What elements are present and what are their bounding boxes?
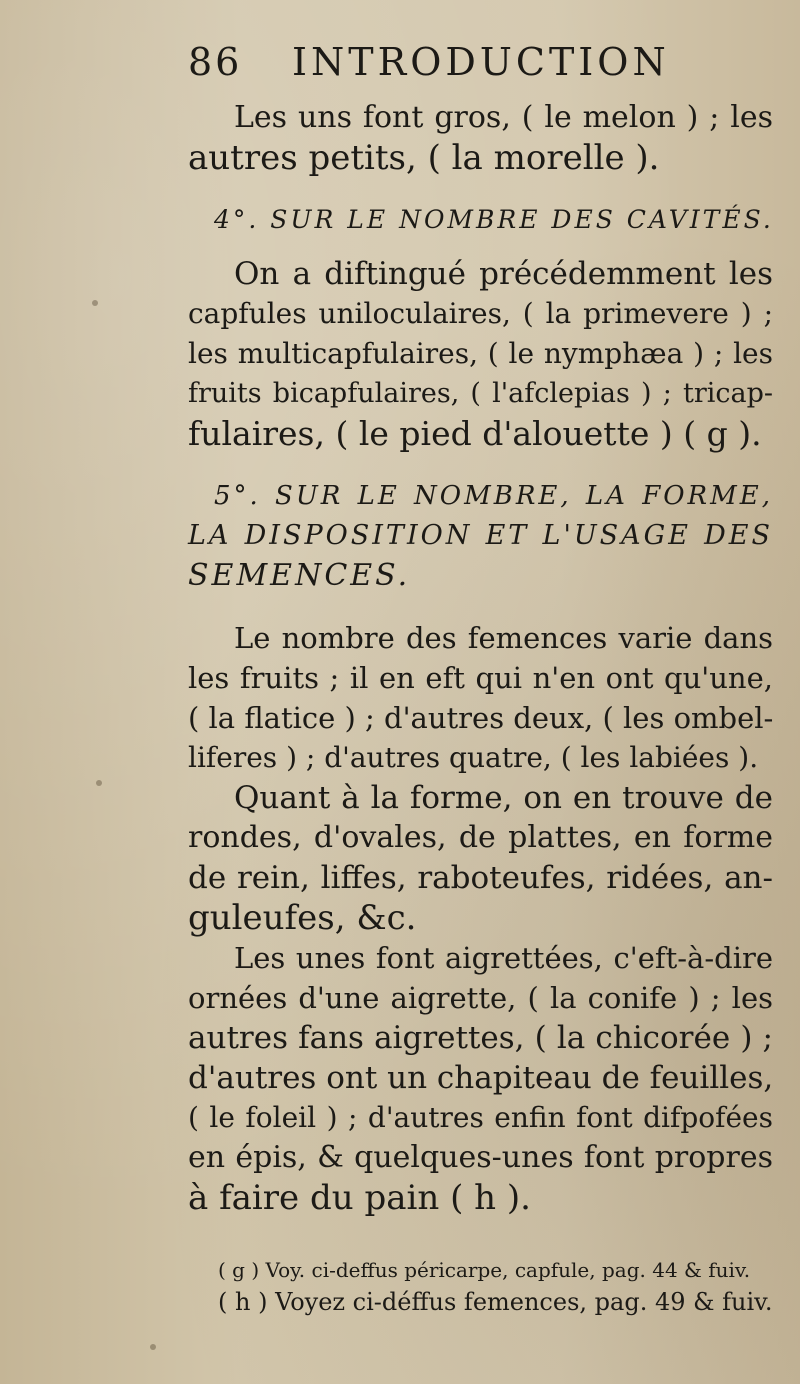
text-line: guleufes, &c. bbox=[188, 898, 417, 938]
text-line: de rein, liffes, raboteufes, ridées, an- bbox=[188, 860, 773, 896]
text-line: à faire du pain ( h ). bbox=[188, 1178, 531, 1218]
text-line: rondes, d'ovales, de plattes, en forme bbox=[188, 820, 773, 855]
section-heading-cavities: 4°. SUR LE NOMBRE DES CAVITÉS. bbox=[214, 205, 774, 234]
paper-stain bbox=[92, 300, 98, 306]
text-line: autres fans aigrettes, ( la chicorée ) ; bbox=[188, 1020, 773, 1056]
text-line: Les uns font gros, ( le melon ) ; les bbox=[234, 100, 773, 135]
footnote-h: ( h ) Voyez ci-déffus femences, pag. 49 & fuiv. bbox=[218, 1288, 773, 1316]
running-head-title: INTRODUCTION bbox=[292, 40, 670, 84]
text-line: Les unes font aigrettées, c'eft-à-dire bbox=[234, 941, 773, 975]
text-line: Le nombre des femences varie dans bbox=[234, 621, 773, 655]
footnote-g: ( g ) Voy. ci-deffus péricarpe, capfule, pag. 44 & fuiv. bbox=[218, 1258, 751, 1282]
heading-line: SEMENCES. bbox=[188, 558, 411, 593]
text-line: en épis, & quelques-unes font propres bbox=[188, 1140, 773, 1175]
section-heading-seeds bbox=[188, 476, 773, 596]
text-line: ( la flatice ) ; d'autres deux, ( les ombel- bbox=[188, 701, 774, 735]
text-line: ( le foleil ) ; d'autres enfin font difpofées bbox=[188, 1101, 773, 1134]
footnotes bbox=[188, 1254, 773, 1318]
paragraph-cavities bbox=[188, 254, 773, 454]
paper-stain bbox=[96, 780, 102, 786]
page-number: 86 bbox=[188, 40, 243, 84]
paragraph-fruit-size bbox=[188, 98, 773, 178]
text-line: capfules uniloculaires, ( la primevere ) ; bbox=[188, 297, 773, 330]
running-head bbox=[188, 40, 773, 98]
paragraph-seeds bbox=[188, 618, 773, 1218]
text-line: Quant à la forme, on en trouve de bbox=[234, 780, 773, 816]
heading-line: LA DISPOSITION ET L'USAGE DES bbox=[188, 520, 773, 551]
text-line: ornées d'une aigrette, ( la conife ) ; les bbox=[188, 981, 773, 1015]
text-line: fruits bicapfulaires, ( l'afclepias ) ; tricap- bbox=[188, 378, 773, 409]
text-line: d'autres ont un chapiteau de feuilles, bbox=[188, 1060, 774, 1096]
paper-stain bbox=[150, 1344, 156, 1350]
text-line: les fruits ; il en eft qui n'en ont qu'une, bbox=[188, 661, 773, 695]
text-line: On a diftingué précédemment les bbox=[234, 256, 773, 292]
text-line: fulaires, ( le pied d'alouette ) ( g ). bbox=[188, 414, 762, 453]
text-line: autres petits, ( la morelle ). bbox=[188, 138, 660, 178]
text-line: les multicapfulaires, ( le nymphæa ) ; les bbox=[188, 337, 773, 370]
text-block bbox=[188, 40, 773, 1318]
text-line: liferes ) ; d'autres quatre, ( les labiées ). bbox=[188, 741, 759, 774]
heading-line: 5°. SUR LE NOMBRE, LA FORME, bbox=[214, 481, 773, 511]
